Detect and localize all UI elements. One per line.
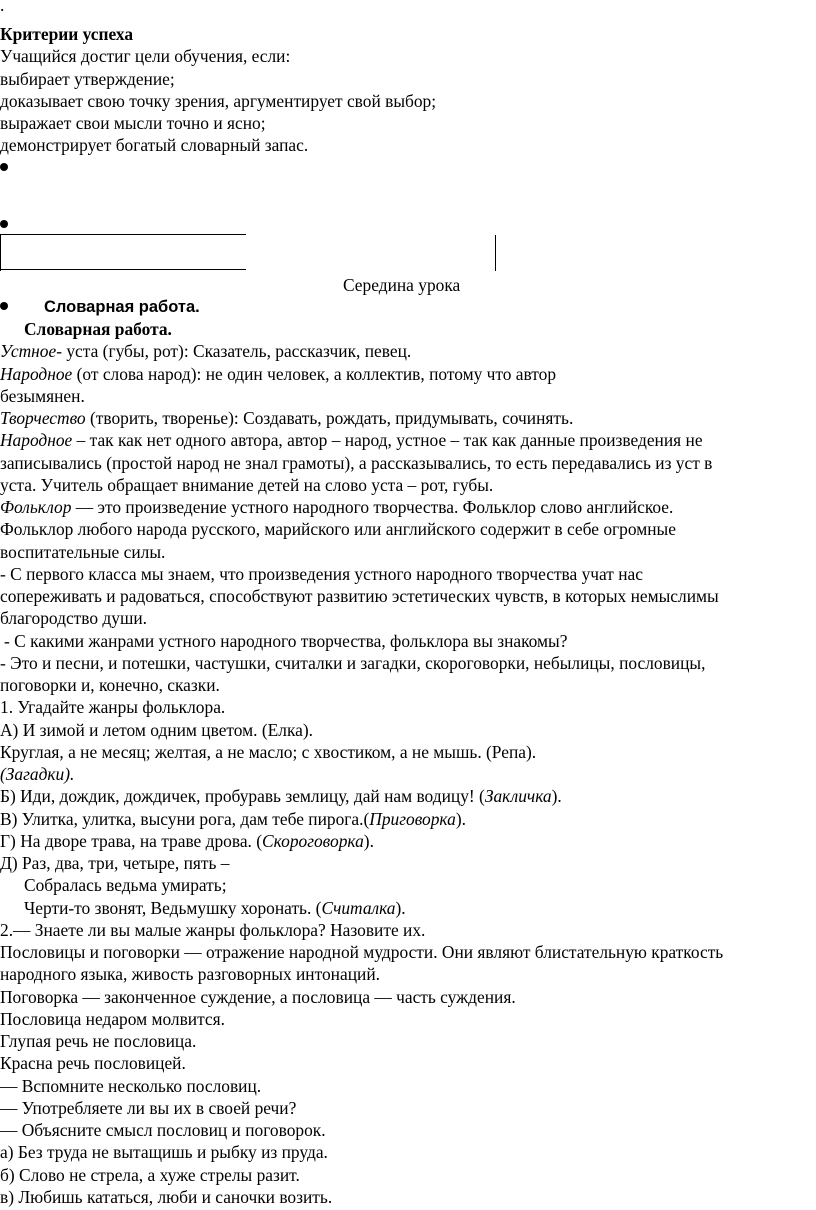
riddle-line: Д) Раз, два, три, четыре, пять – xyxy=(0,853,230,874)
body-line: - С какими жанрами устного народного творчества, фольклора вы знакомы? xyxy=(4,630,568,651)
table-border-right xyxy=(495,235,496,271)
empty-bullet xyxy=(0,220,8,228)
tail-line: — Вспомните несколько пословиц. xyxy=(0,1075,262,1096)
tail-line: Пословицы и поговорки — отражение народной мудрости. Они являют блистательную краткость xyxy=(0,942,724,963)
tail-line: Глупая речь не пословица. xyxy=(0,1031,197,1052)
vocab-entry: безымянен. xyxy=(0,385,85,406)
empty-bullet xyxy=(0,163,8,171)
criteria-item: выбирает утверждение; xyxy=(0,68,175,89)
vocab-entry: Народное – так как нет одного автора, автор – народ, устное – так как данные произведения не xyxy=(0,430,703,451)
tail-line: народного языка, живость разговорных интонаций. xyxy=(0,964,380,985)
riddle-line: Г) На дворе трава, на траве дрова. (Скороговорка). xyxy=(0,830,374,851)
genre-answer: (Загадки). xyxy=(0,764,75,785)
tail-line: в) Любишь кататься, люби и саночки возить. xyxy=(0,1186,333,1207)
body-line: поговорки и, конечно, сказки. xyxy=(0,675,220,696)
vocab-entry: записывались (простой народ не знал грамоты), а рассказывались, то есть передавались из уст в xyxy=(0,452,713,473)
body-line: Круглая, а не месяц; желтая, а не масло; с хвостиком, а не мышь. (Репа). xyxy=(0,741,537,762)
criteria-heading: Критерии успеха xyxy=(0,24,134,45)
riddle-line: Собралась ведьма умирать; xyxy=(24,875,227,896)
body-line: А) И зимой и летом одним цветом. (Елка). xyxy=(0,719,313,740)
body-line: благородство души. xyxy=(0,608,147,629)
criteria-item: доказывает свою точку зрения, аргументирует свой выбор; xyxy=(0,90,437,111)
body-line: - С первого класса мы знаем, что произведения устного народного творчества учат нас xyxy=(0,563,643,584)
vocab-bullet-heading: Словарная работа. xyxy=(44,297,200,316)
tail-line: а) Без труда не вытащишь и рыбку из пруда. xyxy=(0,1142,328,1163)
riddle-line: Б) Иди, дождик, дождичек, пробуравь землицу, дай нам водицу! (Закличка). xyxy=(0,786,562,807)
vocab-entry: Народное (от слова народ): не один человек, а коллектив, потому что автор xyxy=(0,363,557,384)
tail-line: — Употребляете ли вы их в своей речи? xyxy=(0,1097,297,1118)
tail-line: — Объясните смысл пословиц и поговорок. xyxy=(0,1120,326,1141)
vocab-entry: воспитательные силы. xyxy=(0,541,166,562)
table-border-left xyxy=(0,234,1,271)
body-line: - Это и песни, и потешки, частушки, считалки и загадки, скороговорки, небылицы, пословицы, xyxy=(0,652,706,673)
body-line: сопереживать и радоваться, способствуют развитию эстетических чувств, в которых немыслимы xyxy=(0,586,719,607)
section-title: Середина урока xyxy=(343,274,461,295)
tail-line: б) Слово не стрела, а хуже стрелы разит. xyxy=(0,1164,300,1185)
riddle-line: В) Улитка, улитка, высуни рога, дам тебе пирога.(Приговорка). xyxy=(0,808,466,829)
vocab-entry: Фольклор любого народа русского, марийского или английского содержит в себе огромные xyxy=(0,519,676,540)
criteria-item: выражает свои мысли точно и ясно; xyxy=(0,113,266,134)
tail-line: 2.— Знаете ли вы малые жанры фольклора? Назовите их. xyxy=(0,919,426,940)
list-bullet xyxy=(0,302,8,310)
vocab-heading: Словарная работа. xyxy=(24,319,172,340)
table-border-top xyxy=(0,234,246,235)
tail-line: Красна речь пословицей. xyxy=(0,1053,186,1074)
criteria-item: демонстрирует богатый словарный запас. xyxy=(0,135,309,156)
tail-line: Поговорка — законченное суждение, а пословица — часть суждения. xyxy=(0,986,516,1007)
vocab-entry: уста. Учитель обращает внимание детей на слово уста – рот, губы. xyxy=(0,474,494,495)
vocab-entry: Устное- уста (губы, рот): Сказатель, рассказчик, певец. xyxy=(0,341,412,362)
vocab-entry: Творчество (творить, творенье): Создавать, рождать, придумывать, сочинять. xyxy=(0,408,574,429)
riddle-line: Черти-то звонят, Ведьмушку хоронать. (Считалка). xyxy=(24,897,406,918)
stray-dot: . xyxy=(0,0,5,16)
vocab-entry: Фольклор — это произведение устного народного творчества. Фольклор слово английское. xyxy=(0,497,674,518)
table-border-bottom xyxy=(0,269,246,270)
body-line: 1. Угадайте жанры фольклора. xyxy=(0,697,226,718)
criteria-intro: Учащийся достиг цели обучения, если: xyxy=(0,46,291,67)
tail-line: Пословица недаром молвится. xyxy=(0,1008,225,1029)
